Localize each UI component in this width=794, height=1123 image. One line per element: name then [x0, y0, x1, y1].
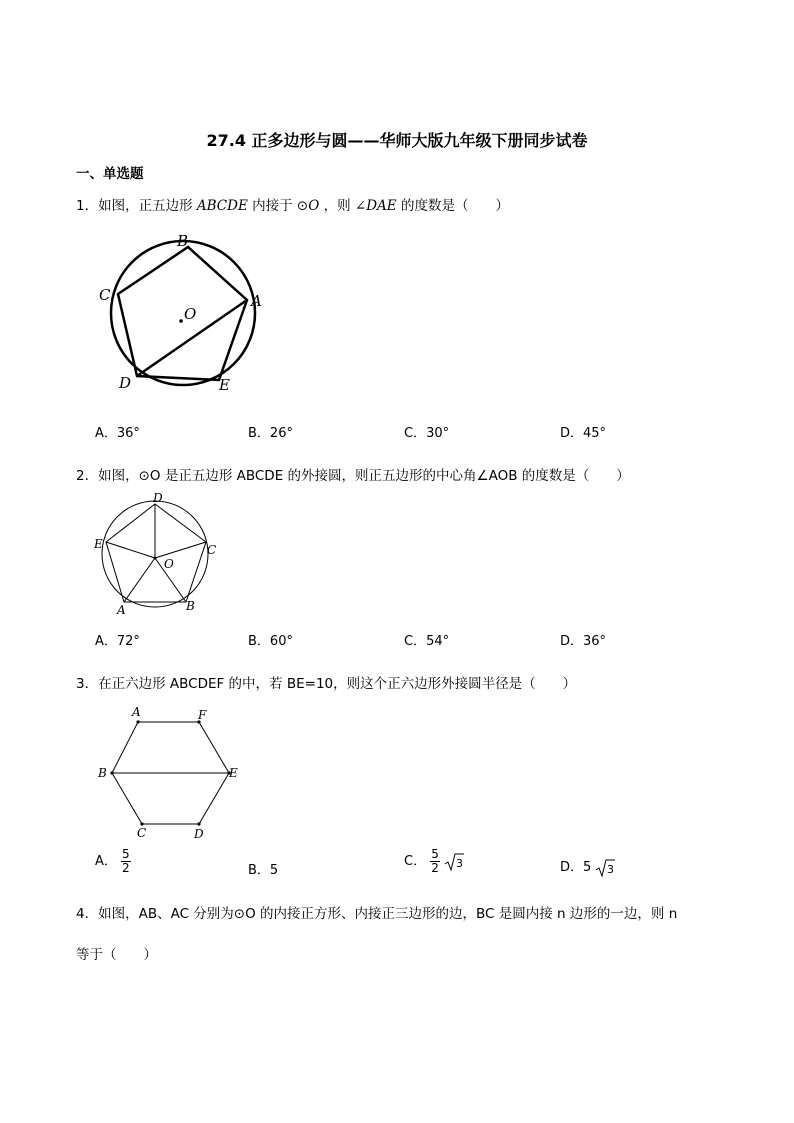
section-heading: 一、单选题 [76, 166, 144, 182]
q3-option-c-label: C． [404, 854, 427, 870]
q3-figure [90, 702, 250, 842]
q1-label-e: E [219, 376, 230, 394]
q1-label-o: O [184, 305, 197, 323]
q1-angle: ∠DAE [354, 198, 397, 214]
q3-option-a-fraction [121, 848, 131, 875]
q2-option-a[interactable]: A．72° [95, 634, 140, 649]
q1-circle-letter: O [308, 198, 320, 214]
q3-option-a[interactable] [95, 848, 131, 875]
q2-radius-e [106, 542, 155, 558]
q1-option-c[interactable]: C．30° [404, 426, 450, 441]
q3-option-d-radicand: 3 [607, 862, 615, 876]
q3-label-e: E [229, 766, 238, 780]
q2-center-dot [154, 557, 157, 560]
q3-option-d-label: D．5 [560, 860, 592, 875]
q2-option-c[interactable]: C．54° [404, 634, 450, 649]
q3-option-c-radicand: 3 [456, 856, 463, 870]
q2-label-o: O [164, 557, 174, 571]
q1-figure [95, 230, 275, 395]
q1-center-dot [179, 319, 183, 323]
q1-option-a[interactable]: A．36° [95, 426, 140, 441]
q3-option-c[interactable] [404, 848, 464, 875]
question-1-text [76, 194, 509, 214]
q3-label-d: D [194, 827, 204, 841]
question-4-line-1: 4．如图，AB、AC 分别为⊙O 的内接正方形、内接正三边形的边，BC 是圆内接 n 边形的一边，则 n [76, 906, 678, 922]
q3-vertex-a [136, 720, 139, 723]
q1-option-b[interactable]: B．26° [248, 426, 293, 441]
q1-label-c: C [99, 286, 111, 304]
q3-label-b: B [98, 766, 107, 780]
q3-option-a-denominator: 2 [122, 861, 130, 876]
q2-label-b: B [186, 599, 195, 613]
q1-mid: 内接于 [252, 198, 293, 214]
q1-prefix: 1．如图，正五边形 [76, 198, 193, 214]
q3-option-c-denominator: 2 [431, 861, 439, 876]
q3-option-d[interactable] [560, 856, 615, 878]
question-2-text: 2．如图，⊙O 是正五边形 ABCDE 的外接圆，则正五边形的中心角∠AOB 的度数是（ ） [76, 468, 630, 484]
q3-option-d-sqrt [595, 858, 615, 878]
q3-option-a-label: A． [95, 854, 117, 870]
q2-radius-c [155, 542, 206, 558]
q2-label-c: C [207, 543, 217, 557]
q3-label-c: C [137, 826, 147, 840]
q1-label-b: B [177, 232, 189, 250]
q1-circle [111, 241, 255, 385]
q3-option-c-sqrt [444, 852, 464, 872]
q1-circle-symbol: ⊙ [296, 198, 309, 214]
q1-label-d: D [119, 374, 132, 392]
q1-option-d[interactable]: D．45° [560, 426, 607, 441]
q1-label-a: A [251, 292, 262, 310]
question-3-text: 3．在正六边形 ABCDEF 的中，若 BE=10，则这个正六边形外接圆半径是（ ） [76, 676, 577, 692]
q3-label-a: A [132, 705, 141, 719]
q2-option-d[interactable]: D．36° [560, 634, 607, 649]
q2-label-e: E [94, 537, 103, 551]
q3-option-c-numerator: 5 [431, 847, 439, 861]
question-4-line-2: 等于（ ） [76, 947, 157, 963]
q1-mid2: ，则 [323, 198, 351, 214]
page-title: 27.4 正多边形与圆——华师大版九年级下册同步试卷 [206, 131, 588, 150]
q2-figure [90, 490, 230, 615]
q2-label-a: A [117, 603, 126, 615]
q2-pentagon [106, 504, 206, 602]
q2-option-b[interactable]: B．60° [248, 634, 293, 649]
q1-suffix: 的度数是（ ） [400, 198, 509, 214]
q3-label-f: F [198, 708, 207, 722]
q2-radius-a [124, 558, 155, 602]
q3-vertex-d [197, 822, 200, 825]
q3-option-c-fraction [430, 848, 440, 875]
q3-option-a-numerator: 5 [122, 847, 130, 861]
q3-option-b[interactable]: B．5 [248, 863, 279, 878]
q1-polygon: ABCDE [196, 198, 248, 214]
q2-label-d: D [153, 491, 163, 505]
q3-vertex-b [110, 771, 113, 774]
